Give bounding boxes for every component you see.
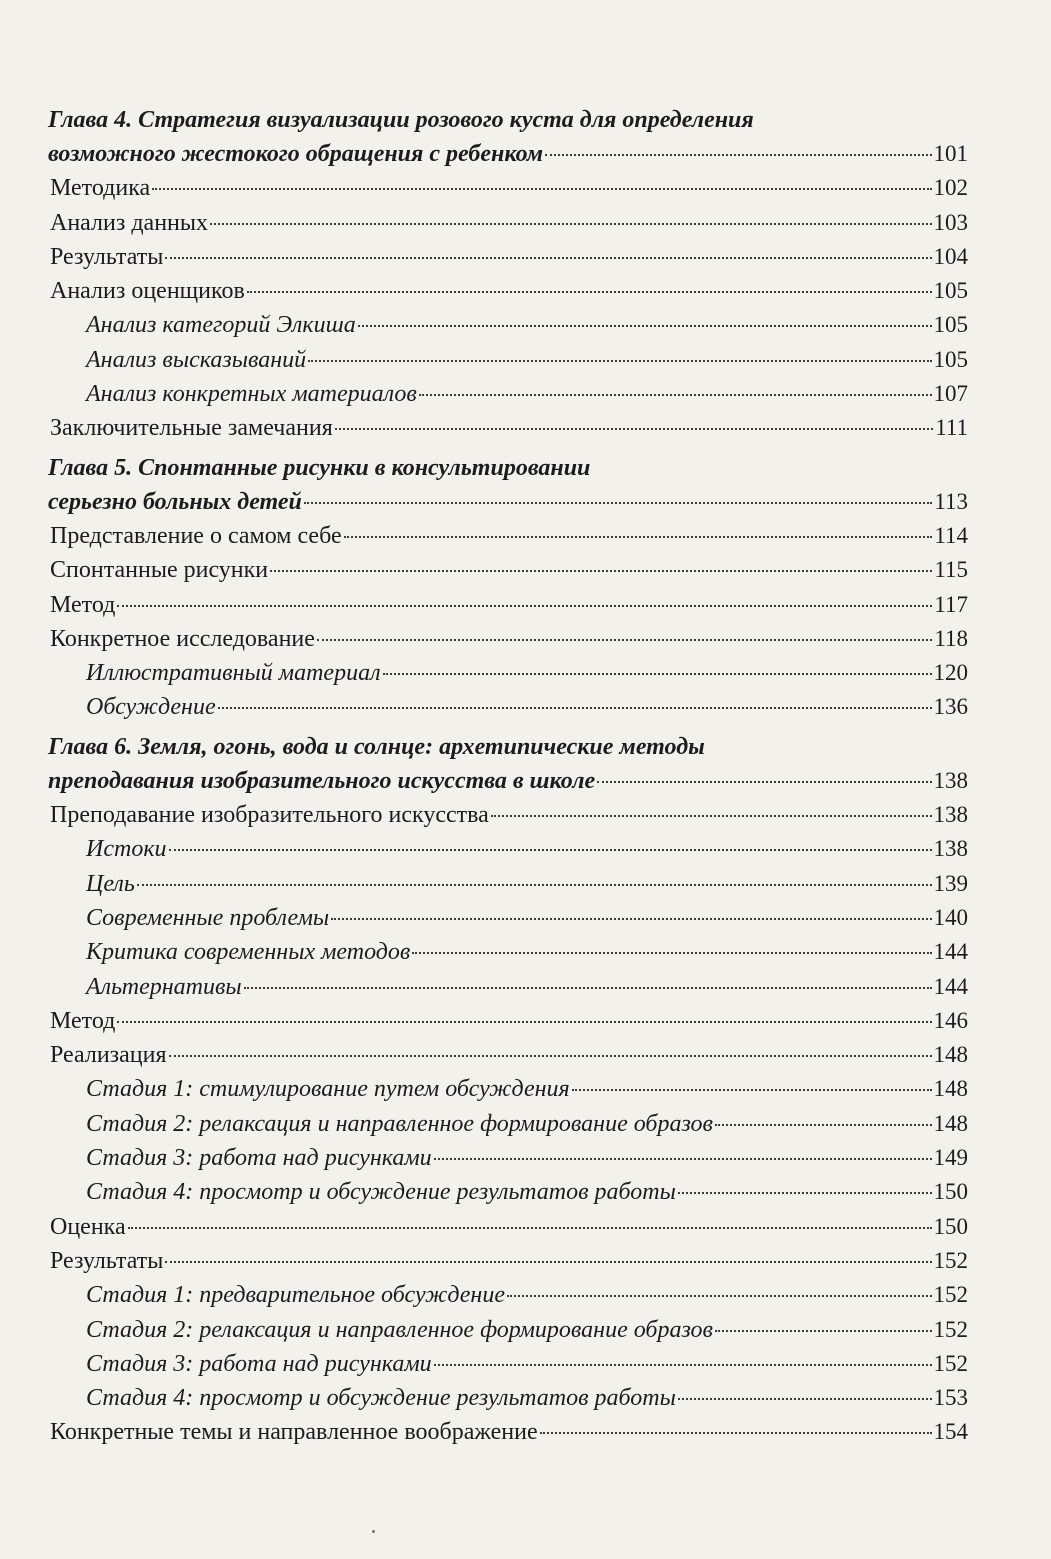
dot-leader [169, 849, 932, 851]
page-number: 105 [933, 278, 968, 304]
page-number: 139 [933, 870, 968, 896]
page-number: 148 [933, 1110, 968, 1136]
page-number: 111 [935, 415, 968, 441]
chapter-title: Глава 6. Земля, огонь, вода и солнце: архетипические методы [48, 733, 705, 760]
dot-leader [270, 570, 932, 572]
toc-entry [48, 867, 968, 901]
toc-entry [48, 1107, 968, 1141]
dot-leader [331, 918, 931, 920]
page-number: 154 [933, 1419, 968, 1445]
toc-entry [48, 1038, 968, 1072]
table-of-contents [48, 104, 968, 1456]
chapter-title: Глава 5. Спонтанные рисунки в консультировании [48, 454, 591, 481]
toc-entry [48, 1175, 968, 1209]
entry-label: Преподавание изобразительного искусства [50, 802, 489, 829]
page-number: 105 [933, 346, 968, 372]
dot-leader [244, 987, 932, 989]
dot-leader [165, 1261, 931, 1263]
chapter-title: Глава 4. Стратегия визуализации розового куста для определения [48, 107, 754, 133]
toc-entry [48, 832, 968, 866]
toc-entry-chapter [48, 485, 968, 519]
page-number: 113 [934, 488, 968, 514]
page-number: 102 [933, 175, 968, 201]
page-number: 146 [933, 1007, 968, 1033]
dot-leader [117, 605, 932, 607]
dot-leader [152, 188, 931, 190]
toc-entry-chapter [48, 764, 968, 798]
dot-leader [540, 1432, 932, 1434]
chapter-title-continued: возможного жестокого обращения с ребенком [48, 141, 544, 167]
toc-entry [48, 377, 968, 411]
toc-entry [48, 656, 968, 690]
entry-label: Стадия 2: релаксация и направленное формирование образов [86, 1316, 713, 1343]
toc-entry [48, 1244, 968, 1278]
toc-entry [48, 519, 968, 553]
dot-leader [308, 360, 931, 362]
toc-entry-chapter [48, 137, 968, 171]
entry-label: Истоки [86, 836, 167, 863]
entry-label: Стадия 3: работа над рисунками [86, 1145, 432, 1172]
page-number: 115 [934, 557, 968, 583]
entry-label: Результаты [50, 1247, 164, 1274]
dot-leader [434, 1158, 932, 1160]
dot-leader [383, 673, 932, 675]
entry-label: Стадия 2: релаксация и направленное формирование образов [86, 1110, 713, 1137]
entry-label: Анализ высказываний [86, 346, 307, 373]
entry-label: Метод [50, 591, 116, 618]
page-number: 120 [933, 660, 968, 686]
page-number: 153 [933, 1385, 968, 1411]
toc-entry [48, 1278, 968, 1312]
entry-label: Анализ конкретных материалов [86, 381, 417, 408]
toc-entry [48, 240, 968, 274]
entry-label: Современные проблемы [86, 904, 330, 931]
toc-chapter [48, 731, 968, 1450]
entry-label: Анализ данных [50, 209, 209, 236]
page-number: 118 [934, 625, 968, 651]
page-number: 105 [933, 312, 968, 338]
toc-entry [48, 622, 968, 656]
page-number: 148 [933, 1076, 968, 1102]
dot-leader [304, 502, 932, 504]
toc-entry [48, 690, 968, 724]
toc-entry [48, 411, 968, 445]
toc-entry [48, 308, 968, 342]
page-number: 148 [933, 1042, 968, 1068]
page-number: 144 [933, 939, 968, 965]
page-number: 138 [933, 767, 968, 793]
entry-label: Заключительные замечания [50, 415, 333, 442]
toc-entry [48, 935, 968, 969]
chapter-title-continued: серьезно больных детей [48, 488, 302, 515]
entry-label: Конкретное исследование [50, 625, 315, 652]
toc-entry [48, 1313, 968, 1347]
paper-speck [372, 1530, 375, 1533]
toc-entry [48, 1004, 968, 1038]
page-number: 152 [933, 1247, 968, 1273]
page-number: 104 [933, 243, 968, 269]
page-number: 103 [933, 209, 968, 235]
entry-label: Критика современных методов [86, 939, 411, 966]
dot-leader [317, 639, 932, 641]
page-number: 101 [933, 141, 968, 166]
toc-entry [48, 343, 968, 377]
dot-leader [218, 707, 932, 709]
entry-label: Оценка [50, 1213, 126, 1240]
dot-leader [358, 325, 932, 327]
toc-entry [48, 1381, 968, 1415]
entry-label: Стадия 3: работа над рисунками [86, 1350, 432, 1377]
page-number: 150 [933, 1179, 968, 1205]
entry-label: Иллюстративный материал [86, 660, 381, 687]
entry-label: Обсуждение [86, 694, 216, 721]
toc-entry [48, 553, 968, 587]
toc-entry [48, 171, 968, 205]
page-number: 136 [933, 694, 968, 720]
entry-label: Спонтанные рисунки [50, 557, 269, 584]
entry-label: Анализ оценщиков [50, 278, 245, 305]
toc-entry [48, 798, 968, 832]
entry-label: Стадия 1: стимулирование путем обсуждения [86, 1076, 570, 1103]
toc-entry [48, 588, 968, 622]
page-number: 114 [934, 522, 968, 548]
dot-leader [247, 291, 932, 293]
entry-label: Представление о самом себе [50, 522, 342, 549]
page-number: 152 [933, 1282, 968, 1308]
toc-entry [48, 1072, 968, 1106]
entry-label: Стадия 4: просмотр и обсуждение результатов работы [86, 1179, 676, 1206]
dot-leader [715, 1330, 932, 1332]
entry-label: Метод [50, 1007, 116, 1034]
entry-label: Цель [86, 870, 135, 897]
page-number: 140 [933, 904, 968, 930]
dot-leader [572, 1089, 932, 1091]
entry-label: Альтернативы [86, 973, 242, 1000]
entry-label: Конкретные темы и направленное воображение [50, 1419, 538, 1446]
dot-leader [678, 1398, 932, 1400]
entry-label: Результаты [50, 243, 164, 270]
dot-leader [169, 1055, 932, 1057]
toc-entry [48, 970, 968, 1004]
entry-label: Стадия 4: просмотр и обсуждение результатов работы [86, 1385, 676, 1412]
dot-leader [419, 394, 932, 396]
dot-leader [344, 536, 933, 538]
page-number: 152 [933, 1350, 968, 1376]
page-number: 152 [933, 1316, 968, 1342]
page-number: 138 [933, 802, 968, 828]
page-number: 150 [933, 1213, 968, 1239]
page-number: 117 [934, 591, 968, 617]
dot-leader [678, 1192, 932, 1194]
dot-leader [412, 952, 931, 954]
dot-leader [545, 154, 931, 156]
dot-leader [507, 1295, 932, 1297]
toc-entry [48, 274, 968, 308]
toc-chapter [48, 104, 968, 446]
dot-leader [117, 1021, 931, 1023]
toc-entry [48, 206, 968, 240]
entry-label: Анализ категорий Элкиша [86, 312, 356, 339]
chapter-title-continued: преподавания изобразительного искусства в школе [48, 767, 596, 794]
dot-leader [335, 428, 933, 430]
dot-leader [597, 781, 931, 783]
toc-entry [48, 1141, 968, 1175]
entry-label: Стадия 1: предварительное обсуждение [86, 1282, 505, 1309]
page-number: 138 [933, 836, 968, 862]
dot-leader [210, 223, 931, 225]
page-number: 149 [933, 1145, 968, 1171]
dot-leader [165, 257, 931, 259]
dot-leader [137, 884, 932, 886]
page-number: 144 [933, 973, 968, 999]
page-number: 107 [933, 381, 968, 407]
dot-leader [715, 1124, 932, 1126]
dot-leader [491, 815, 932, 817]
dot-leader [128, 1227, 932, 1229]
dot-leader [434, 1364, 932, 1366]
toc-entry [48, 901, 968, 935]
entry-label: Реализация [50, 1042, 167, 1069]
toc-entry [48, 1347, 968, 1381]
toc-chapter [48, 452, 968, 725]
toc-entry [48, 1210, 968, 1244]
toc-entry [48, 1415, 968, 1449]
entry-label: Методика [50, 175, 151, 202]
